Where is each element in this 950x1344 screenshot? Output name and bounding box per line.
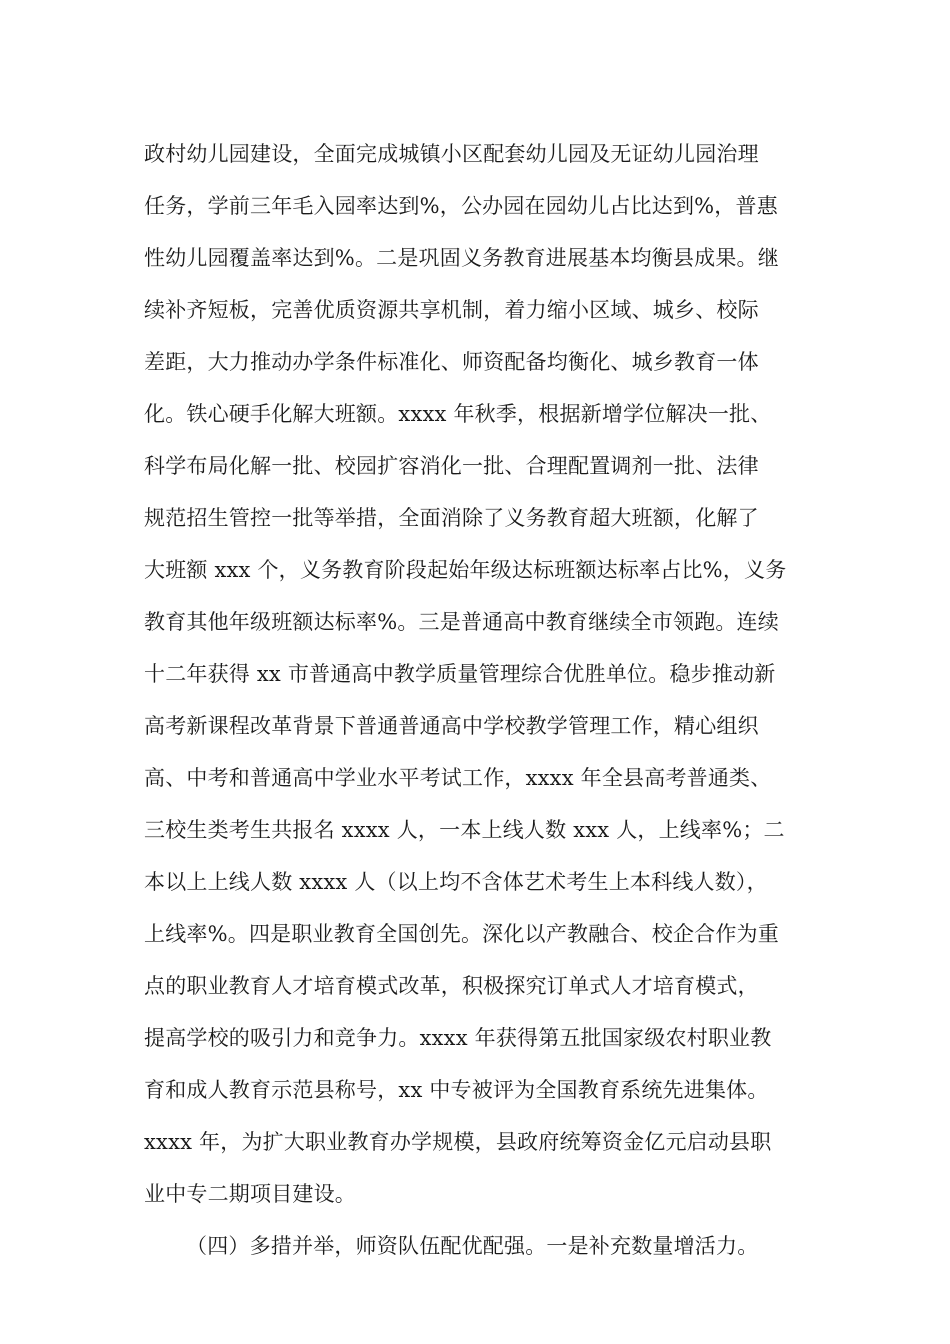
text-line: 性幼儿园覆盖率达到%。二是巩固义务教育进展基本均衡县成果。继 bbox=[144, 246, 779, 270]
text-line: 化。铁心硬手化解大班额。xxxx 年秋季，根据新增学位解决一批、 bbox=[144, 402, 772, 426]
text-line: 业中专二期项目建设。 bbox=[144, 1182, 356, 1206]
text-line: 续补齐短板，完善优质资源共享机制，着力缩小区域、城乡、校际 bbox=[144, 298, 759, 322]
text-line: 十二年获得 xx 市普通高中教学质量管理综合优胜单位。稳步推动新 bbox=[144, 662, 776, 686]
text-line: 政村幼儿园建设，全面完成城镇小区配套幼儿园及无证幼儿园治理 bbox=[144, 142, 759, 166]
text-line: 本以上上线人数 xxxx 人（以上均不含体艺术考生上本科线人数）， bbox=[144, 870, 768, 894]
text-line: 规范招生管控一批等举措，全面消除了义务教育超大班额，化解了 bbox=[144, 506, 759, 530]
text-line: 教育其他年级班额达标率%。三是普通高中教育继续全市领跑。连续 bbox=[144, 610, 779, 634]
text-line: xxxx 年，为扩大职业教育办学规模，县政府统筹资金亿元启动县职 bbox=[144, 1130, 772, 1154]
body-text bbox=[144, 134, 844, 1278]
text-line: 高考新课程改革背景下普通普通高中学校教学管理工作，精心组织 bbox=[144, 714, 759, 738]
section-heading-line: （四）多措并举，师资队伍配优配强。一是补充数量增活力。 bbox=[186, 1234, 759, 1258]
text-line: 三校生类考生共报名 xxxx 人，一本上线人数 xxx 人，上线率%；二 bbox=[144, 818, 785, 842]
text-line: 育和成人教育示范县称号，xx 中专被评为全国教育系统先进集体。 bbox=[144, 1078, 769, 1102]
text-line: 任务，学前三年毛入园率达到%，公办园在园幼儿占比达到%，普惠 bbox=[144, 194, 778, 218]
text-line: 上线率%。四是职业教育全国创先。深化以产教融合、校企合作为重 bbox=[144, 922, 779, 946]
text-line: 差距，大力推动办学条件标准化、师资配备均衡化、城乡教育一体 bbox=[144, 350, 759, 374]
text-line: 点的职业教育人才培育模式改革，积极探究订单式人才培育模式， bbox=[144, 974, 759, 998]
text-line: 提高学校的吸引力和竞争力。xxxx 年获得第五批国家级农村职业教 bbox=[144, 1026, 772, 1050]
text-line: 高、中考和普通高中学业水平考试工作，xxxx 年全县高考普通类、 bbox=[144, 766, 772, 790]
text-line: 科学布局化解一批、校园扩容消化一批、合理配置调剂一批、法律 bbox=[144, 454, 759, 478]
text-line: 大班额 xxx 个，义务教育阶段起始年级达标班额达标率占比%，义务 bbox=[144, 558, 787, 582]
